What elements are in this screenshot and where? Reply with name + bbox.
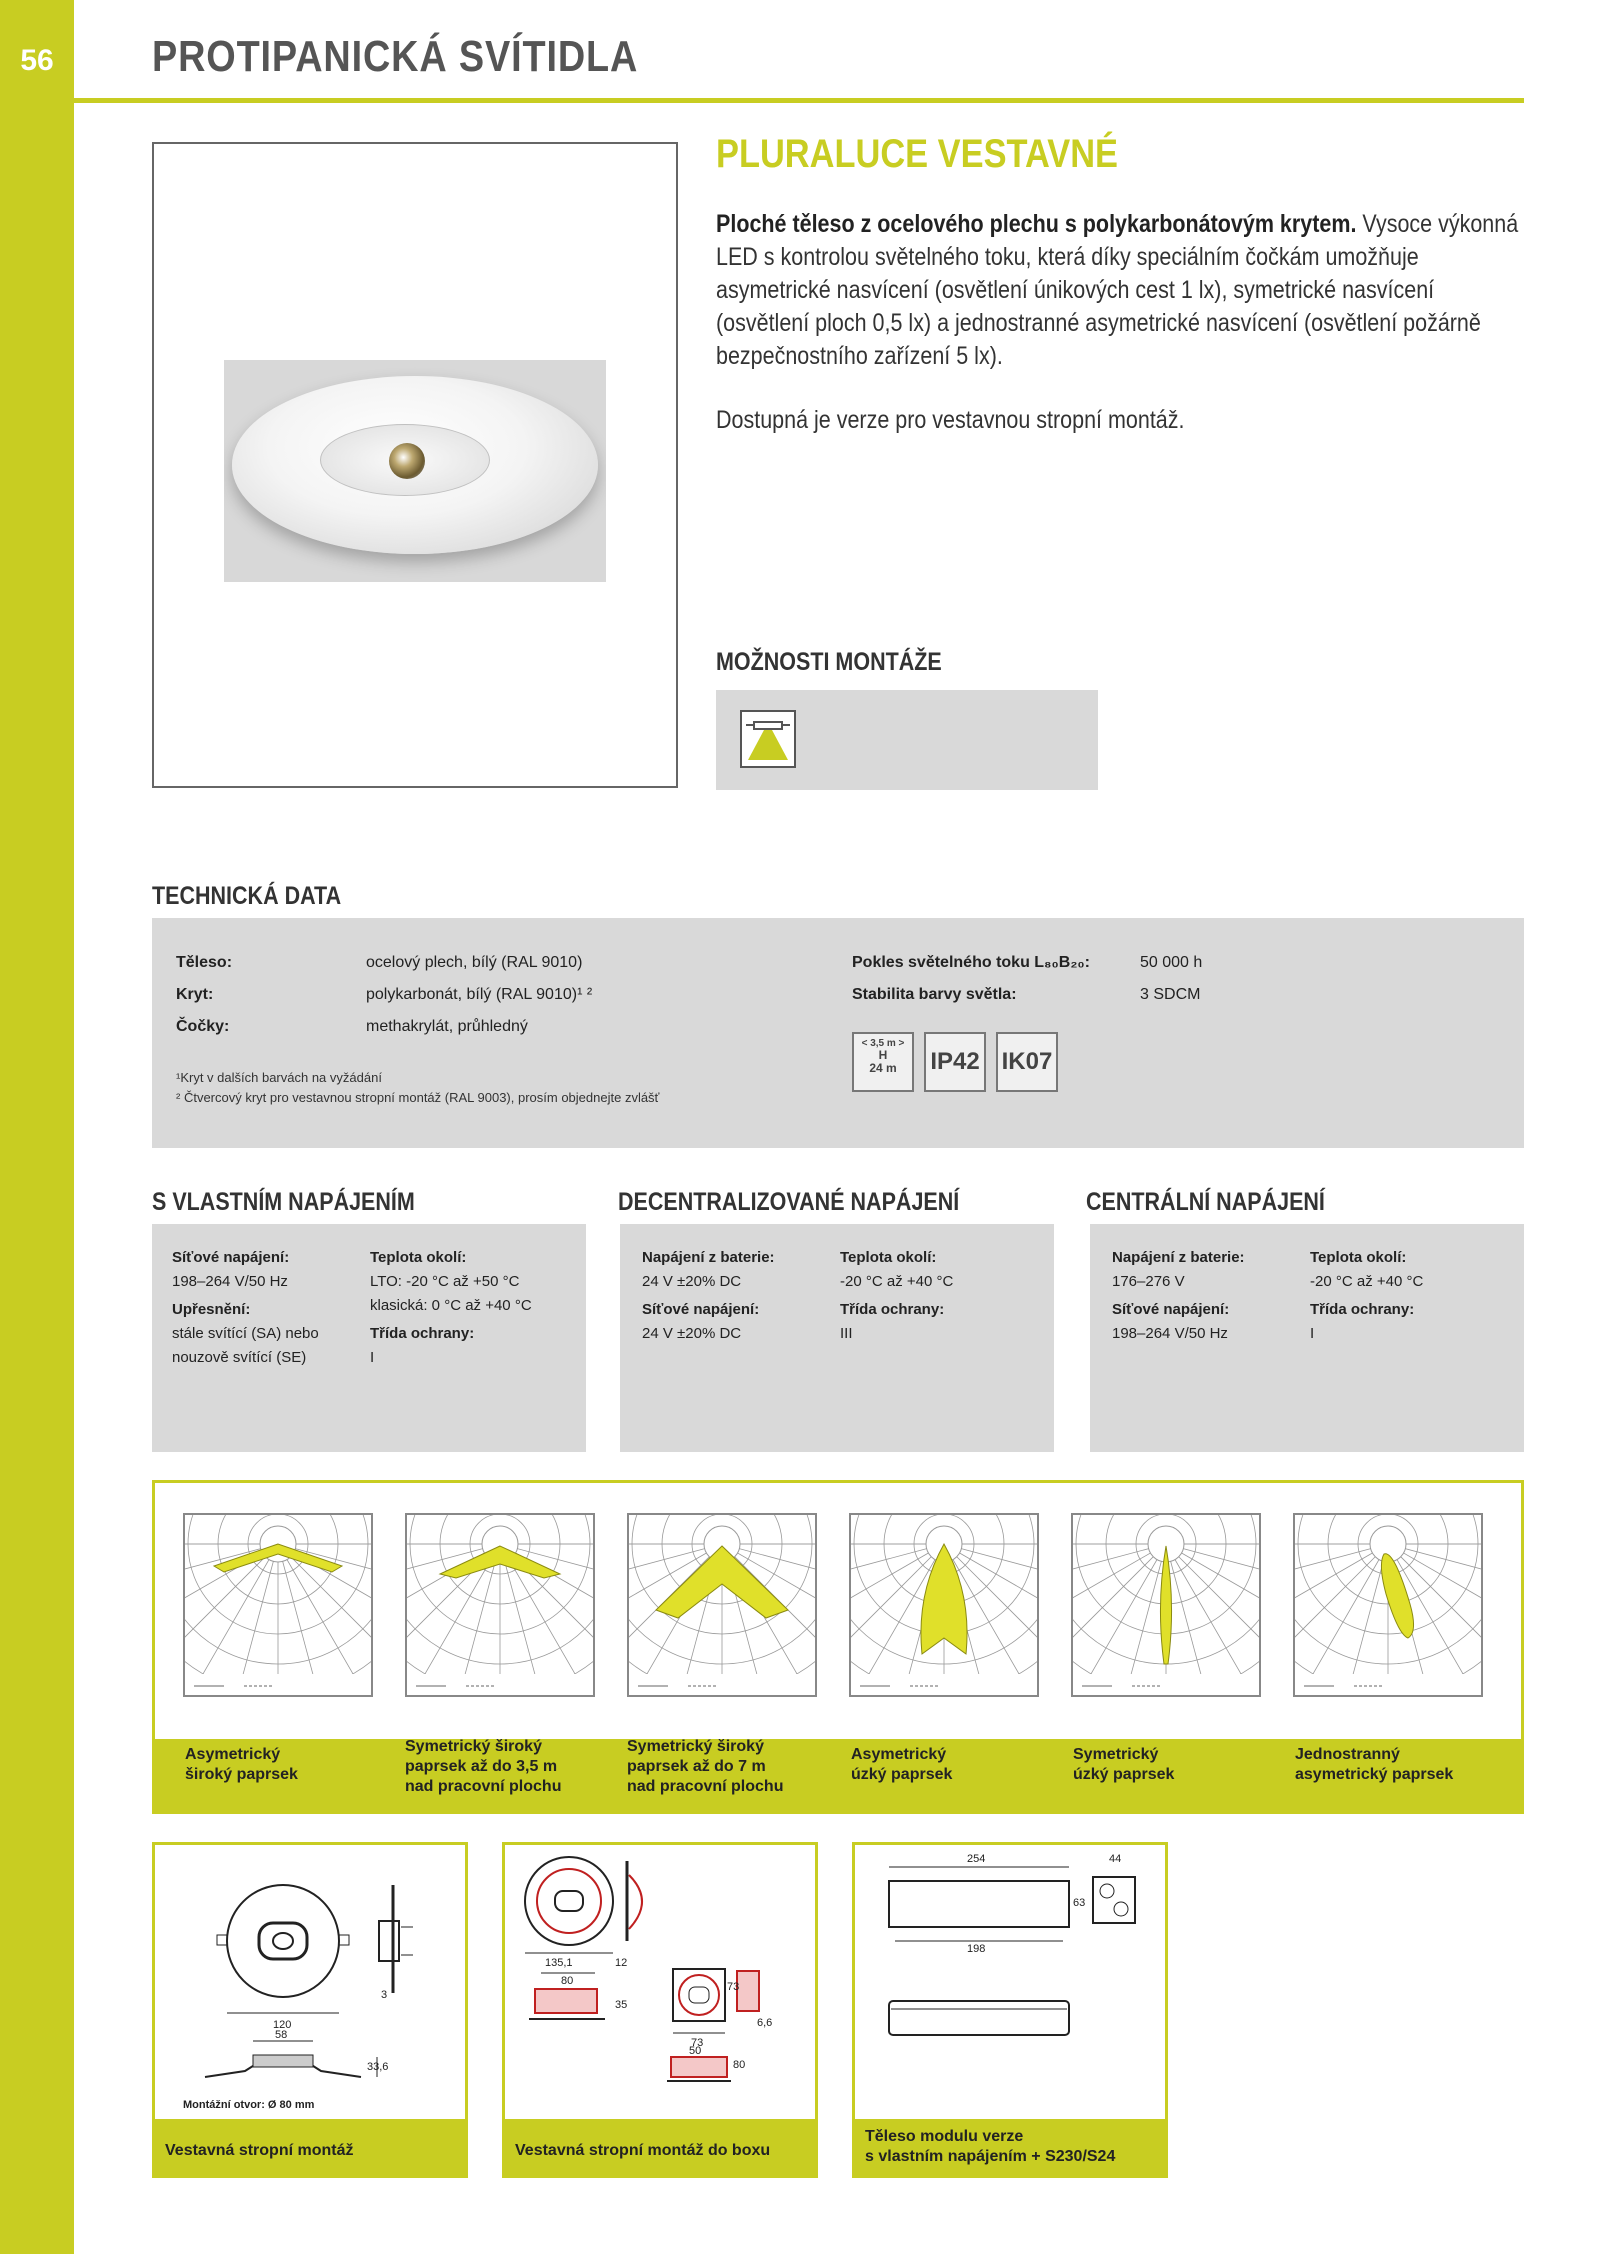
product-photo-frame — [152, 142, 678, 788]
dim-value: 63 — [1073, 1897, 1086, 1909]
supply-label: Teplota okolí: — [840, 1249, 937, 1266]
polar-legend-strip — [1294, 1674, 1482, 1696]
dim-value: 44 — [1109, 1853, 1122, 1865]
tech-data-panel — [152, 918, 1524, 1148]
dim-value: 73 — [691, 2037, 704, 2049]
tech-value: 3 SDCM — [1140, 986, 1201, 1003]
supply-title-decentral: DECENTRALIZOVANÉ NAPÁJENÍ — [618, 1188, 960, 1216]
ceiling-mount-drawing — [155, 1845, 465, 2119]
supply-left-col — [1112, 1246, 1245, 1346]
supply-value: 198–264 V/50 Hz — [1112, 1325, 1228, 1342]
dim-value: 198 — [967, 1943, 986, 1955]
supply-panel-central — [1090, 1224, 1524, 1452]
dim-value: 73 — [727, 1981, 740, 1993]
badge-height-h: H — [878, 1048, 888, 1062]
polar-diagram-one-sided — [1293, 1513, 1483, 1697]
supply-value: LTO: -20 °C až +50 °C — [370, 1273, 520, 1290]
dim-value: 254 — [967, 1853, 986, 1865]
polar-legend-strip — [184, 1674, 372, 1696]
tech-label: Těleso: — [176, 954, 233, 971]
dimension-panel-module — [852, 1842, 1168, 2178]
tech-value: methakrylát, průhledný — [366, 1018, 528, 1035]
supply-value: 24 V ±20% DC — [642, 1273, 742, 1290]
polar-diagram-sym-narrow — [1071, 1513, 1261, 1697]
supply-title-own: S VLASTNÍM NAPÁJENÍM — [152, 1188, 415, 1216]
dimension-panel-ceiling — [152, 1842, 468, 2178]
supply-panel-decentral — [620, 1224, 1054, 1452]
supply-label: Napájení z baterie: — [642, 1249, 775, 1266]
beam-label: Jednostranný asymetrický paprsek — [1295, 1746, 1454, 1783]
supply-right-col — [1310, 1246, 1423, 1346]
beam-label: Asymetrický úzký paprsek — [851, 1746, 953, 1783]
product-title: PLURALUCE VESTAVNÉ — [716, 132, 1119, 176]
supply-left-col — [642, 1246, 775, 1346]
tech-label: Čočky: — [176, 1018, 230, 1035]
ceiling-mount-icon — [740, 710, 796, 768]
led-lens — [389, 443, 425, 479]
supply-label: Napájení z baterie: — [1112, 1249, 1245, 1266]
supply-label: Upřesnění: — [172, 1301, 251, 1318]
supply-label: Třída ochrany: — [370, 1325, 475, 1342]
tech-value: ocelový plech, bílý (RAL 9010) — [366, 954, 583, 971]
supply-value: klasická: 0 °C až +40 °C — [370, 1297, 532, 1314]
beam-label: Symetrický úzký paprsek — [1073, 1746, 1175, 1783]
badge-height-value: 24 m — [869, 1061, 897, 1075]
polar-diagram-sym-wide-35 — [405, 1513, 595, 1697]
dim-value: 120 — [273, 2019, 292, 2031]
product-photo — [224, 360, 606, 582]
page-number: 56 — [20, 44, 54, 77]
beam-diagrams-panel — [152, 1480, 1524, 1814]
supply-value: III — [840, 1325, 853, 1342]
module-drawing — [855, 1845, 1165, 2119]
supply-value: stále svítící (SA) nebo — [172, 1325, 319, 1342]
polar-diagram-asym-wide — [183, 1513, 373, 1697]
ik-rating-badge: IK07 — [996, 1032, 1058, 1092]
supply-value: -20 °C až +40 °C — [840, 1273, 954, 1290]
beam-label: Symetrický široký paprsek až do 7 m nad pracovní plochu — [627, 1738, 784, 1795]
supply-label: Síťové napájení: — [172, 1249, 290, 1266]
tech-label: Pokles světelného toku L₈₀B₂₀: — [852, 954, 1090, 971]
page-sidebar — [0, 0, 74, 2254]
product-description — [716, 208, 1526, 373]
dim-value: 35 — [615, 1999, 628, 2011]
supply-panel-own — [152, 1224, 586, 1452]
description-bold: Ploché těleso z ocelového plechu s polykarbonátovým krytem. — [716, 210, 1357, 238]
supply-value: -20 °C až +40 °C — [1310, 1273, 1424, 1290]
supply-right-col — [370, 1246, 532, 1370]
dimension-panel-box — [502, 1842, 818, 2178]
supply-left-col — [172, 1246, 319, 1370]
dim-value: 3 — [381, 1989, 388, 2001]
supply-title-central: CENTRÁLNÍ NAPÁJENÍ — [1086, 1188, 1325, 1216]
supply-label: Síťové napájení: — [1112, 1301, 1230, 1318]
dim-value: 80 — [561, 1975, 574, 1987]
badge-height-range: < 3,5 m > — [861, 1038, 905, 1049]
supply-label: Třída ochrany: — [840, 1301, 945, 1318]
supply-value: 198–264 V/50 Hz — [172, 1273, 288, 1290]
description-rest: Vysoce výkonná LED s kontrolou světelného toku, která díky speciálním čočkám umožňuje asymetrické nasvícení (osvětlení únikových cest 1 lx), symetrické nasvícení (osvětlení ploch 0,5 lx) a jednostranné asymetrické nasvícení (osvětlení požárně bezpečnostního zařízení 5 lx). — [716, 210, 1519, 370]
polar-legend-strip — [850, 1674, 1038, 1696]
supply-label: Třída ochrany: — [1310, 1301, 1415, 1318]
polar-legend-strip — [1072, 1674, 1260, 1696]
dimension-label: Těleso modulu verze s vlastním napájením + S230/S24 — [865, 2128, 1116, 2165]
footnote: ¹Kryt v dalších barvách na vyžádání — [176, 1070, 382, 1085]
box-mount-drawing — [505, 1845, 815, 2119]
luminaire-body — [232, 376, 598, 554]
supply-value: 176–276 V — [1112, 1273, 1185, 1290]
mounting-title: MOŽNOSTI MONTÁŽE — [716, 648, 942, 676]
tech-value: 50 000 h — [1140, 954, 1203, 971]
dim-value: 80 — [733, 2059, 746, 2071]
polar-diagram-asym-narrow — [849, 1513, 1039, 1697]
polar-legend-strip — [406, 1674, 594, 1696]
tech-label: Stabilita barvy světla: — [852, 986, 1017, 1003]
supply-value: I — [370, 1349, 375, 1366]
supply-label: Teplota okolí: — [1310, 1249, 1407, 1266]
luminaire-cover — [320, 424, 490, 496]
polar-diagram-sym-wide-7 — [627, 1513, 817, 1697]
tech-label: Kryt: — [176, 986, 214, 1003]
dim-value: 58 — [275, 2029, 288, 2041]
beam-label: Asymetrický široký paprsek — [185, 1746, 298, 1783]
supply-value: 24 V ±20% DC — [642, 1325, 742, 1342]
dimension-label: Vestavná stropní montáž do boxu — [515, 2142, 771, 2159]
supply-right-col — [840, 1246, 953, 1346]
section-title: PROTIPANICKÁ SVÍTIDLA — [152, 32, 639, 81]
mounting-panel — [716, 690, 1098, 790]
tech-value: polykarbonát, bílý (RAL 9010)¹ ² — [366, 986, 593, 1003]
dimension-label: Vestavná stropní montáž — [165, 2142, 354, 2159]
supply-label: Síťové napájení: — [642, 1301, 760, 1318]
header-rule — [74, 98, 1524, 103]
mounting-hole-note: Montážní otvor: Ø 80 mm — [183, 2099, 315, 2111]
supply-value: I — [1310, 1325, 1315, 1342]
dim-value: 6,6 — [757, 2017, 773, 2029]
tech-title: TECHNICKÁ DATA — [152, 882, 342, 910]
mounting-height-badge — [852, 1032, 914, 1092]
dim-value: 12 — [615, 1957, 628, 1969]
ip-rating-badge: IP42 — [924, 1032, 986, 1092]
availability-text: Dostupná je verze pro vestavnou stropní montáž. — [716, 406, 1185, 434]
supply-label: Teplota okolí: — [370, 1249, 467, 1266]
dim-value: 50 — [689, 2045, 702, 2057]
supply-value: nouzově svítící (SE) — [172, 1349, 307, 1366]
dim-value: 135,1 — [545, 1957, 573, 1969]
footnote: ² Čtvercový kryt pro vestavnou stropní montáž (RAL 9003), prosím objednejte zvlášť — [176, 1090, 660, 1105]
beam-label: Symetrický široký paprsek až do 3,5 m nad pracovní plochu — [405, 1738, 562, 1795]
polar-legend-strip — [628, 1674, 816, 1696]
dim-value: 33,6 — [367, 2061, 389, 2073]
